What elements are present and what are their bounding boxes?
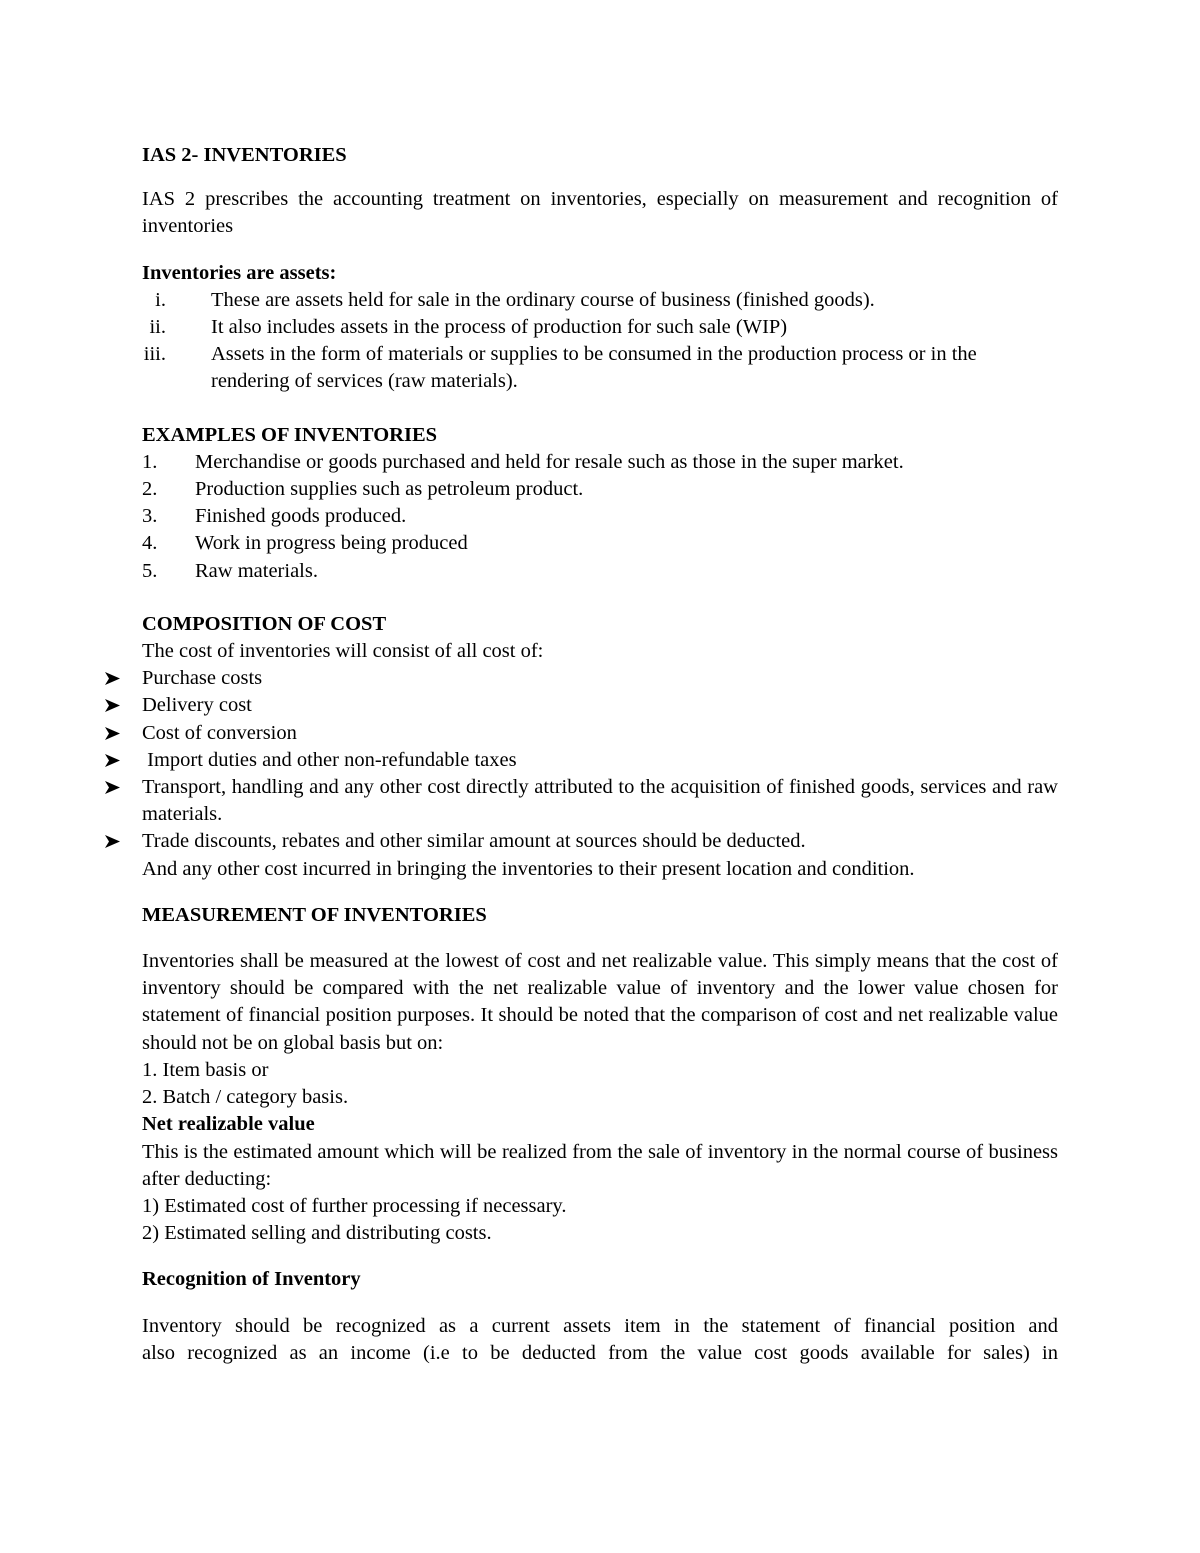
list-item [142,476,1058,503]
list-item [142,503,1058,530]
list-item-number: 4. [142,532,158,555]
recognition-line: Inventory should be recognized as a current assets item in the statement of financial position and [142,1314,1058,1337]
examples-heading: EXAMPLES OF INVENTORIES [142,423,438,446]
composition-lead: The cost of inventories will consist of all cost of: [142,640,544,663]
list-item-text: Work in progress being produced [195,532,468,555]
list-item-number: iii. [143,343,166,366]
arrowhead-bullet-icon [104,828,126,855]
assets-list [142,287,1058,396]
list-item-text: Raw materials. [195,559,318,582]
recognition-paragraph [142,1313,1058,1367]
list-item [142,828,1058,855]
list-item-text: Assets in the form of materials or supplies to be consumed in the production process or in the rendering of services (raw materials). [211,343,977,393]
list-item-text: Production supplies such as petroleum product. [195,478,584,501]
list-item-text: Finished goods produced. [195,505,407,528]
recognition-heading: Recognition of Inventory [142,1268,361,1291]
list-item [142,341,1058,395]
list-item-text: These are assets held for sale in the ordinary course of business (finished goods). [211,288,875,311]
list-item [142,774,1058,828]
basis-item: 2. Batch / category basis. [142,1086,349,1109]
list-item-text: Transport, handling and any other cost directly attributed to the acquisition of finished goods, services and raw materials. [142,776,1058,826]
list-item-number: 5. [142,559,158,582]
list-item-number: ii. [149,316,166,339]
list-item-text: Cost of conversion [142,721,297,744]
list-item [142,287,1058,314]
nrv-paragraph: This is the estimated amount which will be realized from the sale of inventory in the normal course of business after deducting: [142,1140,1058,1190]
arrowhead-bullet-icon [104,665,126,692]
examples-list [142,449,1058,585]
nrv-item: 2) Estimated selling and distributing costs. [142,1222,492,1245]
list-item [142,692,1058,719]
list-item-number: i. [155,288,166,311]
measurement-paragraph: Inventories shall be measured at the lowest of cost and net realizable value. This simply means that the cost of inventory should be compared with the net realizable value of inventory and the lower value chosen for statement of financial position purposes. It should be noted that the comparison of cost and net realizable value should not be on global basis but on: [142,950,1058,1054]
nrv-item: 1) Estimated cost of further processing if necessary. [142,1194,567,1217]
composition-heading: COMPOSITION OF COST [142,612,387,635]
list-item-number: 2. [142,478,158,501]
list-item-text: Trade discounts, rebates and other similar amount at sources should be deducted. [142,830,806,853]
list-item [142,558,1058,585]
list-item [142,720,1058,747]
list-item-text: It also includes assets in the process of production for such sale (WIP) [211,316,788,339]
list-item-text: Merchandise or goods purchased and held for resale such as those in the super market. [195,450,904,473]
list-item [142,665,1058,692]
list-item [142,449,1058,476]
intro-paragraph: IAS 2 prescribes the accounting treatment on inventories, especially on measurement and recognition of inventories [142,188,1058,238]
list-item-number: 1. [142,450,158,473]
arrowhead-bullet-icon [104,747,126,774]
list-item-text: Import duties and other non-refundable taxes [142,748,517,771]
list-item [142,747,1058,774]
arrowhead-bullet-icon [104,692,126,719]
list-item-text: Delivery cost [142,694,252,717]
list-item [142,530,1058,557]
list-item [142,314,1058,341]
assets-heading: Inventories are assets: [142,261,337,284]
composition-closing: And any other cost incurred in bringing the inventories to their present location and condition. [142,857,915,880]
nrv-heading: Net realizable value [142,1113,315,1136]
page-title: IAS 2- INVENTORIES [142,144,347,166]
composition-bullets [142,665,1058,855]
arrowhead-bullet-icon [104,720,126,747]
basis-item: 1. Item basis or [142,1058,269,1081]
list-item-text: Purchase costs [142,667,263,690]
arrowhead-bullet-icon [104,774,126,801]
list-item-number: 3. [142,505,158,528]
document-body [142,142,1058,1367]
recognition-line: also recognized as an income (i.e to be deducted from the value cost goods available for sales) in [142,1341,1058,1364]
measurement-heading: MEASUREMENT OF INVENTORIES [142,903,487,926]
